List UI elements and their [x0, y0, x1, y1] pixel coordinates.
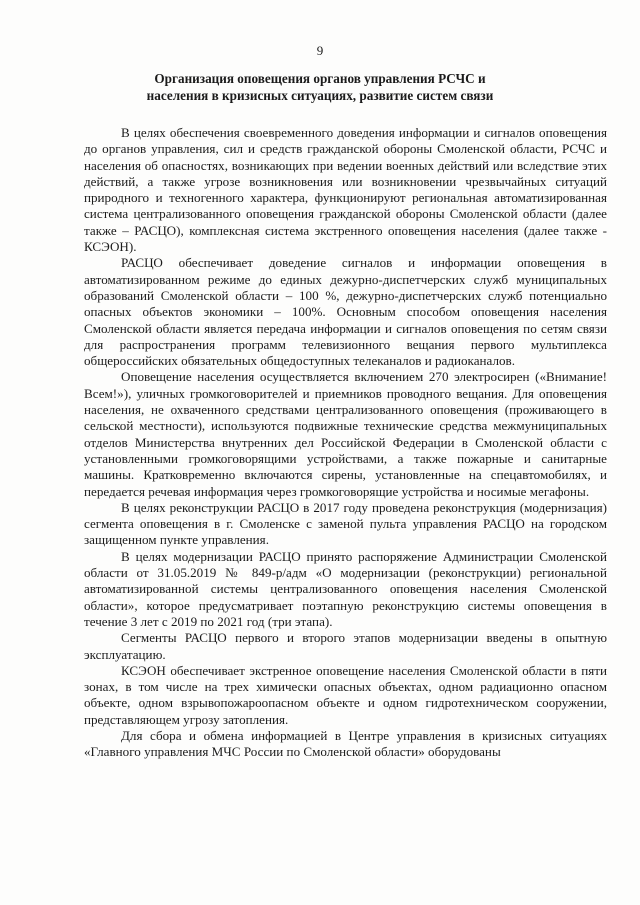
paragraph-population-alerting: Оповещение населения осуществляется включением 270 электросирен («Внимание! Всем!»), уличных громкоговорителей и приемников проводного вещания. Для оповещения населения, не охваченного средствами централизованного оповещения (проживающего в сельской местности), используются подвижные технические средства межмуниципальных отделов Министерства внутренних дел Российской Федерации в Смоленской области с установленными громкоговорящими устройствами, а также пожарные и санитарные машины. Кратковременно включаются сирены, установленные на спецавтомобилях, и передается речевая информация через громкоговорящие устройства и носимые мегафоны.: [84, 369, 607, 499]
paragraph-rasco-capabilities: РАСЦО обеспечивает доведение сигналов и информации оповещения в автоматизированном режиме до единых дежурно-диспетчерских служб муниципальных образований Смоленской области – 100 %, дежурно-диспетчерских служб потенциально опасных объектов экономики – 100%. Основным способом оповещения населения Смоленской области является передача информации и сигналов оповещения по сетям связи для распространения программ телевизионного вещания первого мультиплекса общероссийских обязательных общедоступных телеканалов и радиоканалов.: [84, 255, 607, 369]
paragraph-notification-systems: В целях обеспечения своевременного доведения информации и сигналов оповещения до органов управления, сил и средств гражданской обороны Смоленской области, РСЧС и населения об опасностях, возникающих при ведении военных действий или вследствие этих действий, а также угрозе возникновения или возникновении чрезвычайных ситуаций природного и техногенного характера, функционируют региональная автоматизированная система централизованного оповещения гражданской обороны Смоленской области (далее также – РАСЦО), комплексная система экстренного оповещения населения (далее также - КСЭОН).: [84, 125, 607, 255]
section-title: [60, 70, 580, 104]
document-body: [84, 125, 607, 761]
paragraph-crisis-center: Для сбора и обмена информацией в Центре управления в кризисных ситуациях «Главного управления МЧС России по Смоленской области» оборудованы: [84, 727, 607, 760]
section-title-line-1: Организация оповещения органов управления РСЧС и: [154, 71, 486, 86]
paragraph-kseon-zones: КСЭОН обеспечивает экстренное оповещение населения Смоленской области в пяти зонах, в том числе на трех химически опасных объектах, одном радиационно опасном объекте, одном взрывопожароопасном объекте и одном гидротехническом сооружении, представляющем угрозу затопления.: [84, 662, 607, 727]
paragraph-reconstruction-2017: В целях реконструкции РАСЦО в 2017 году проведена реконструкция (модернизация) сегмента оповещения в г. Смоленске с заменой пульта управления РАСЦО на городском защищенном пункте управления.: [84, 499, 607, 548]
section-title-line-2: населения в кризисных ситуациях, развитие систем связи: [146, 88, 494, 103]
paragraph-trial-operation: Сегменты РАСЦО первого и второго этапов модернизации введены в опытную эксплуатацию.: [84, 630, 607, 662]
page-number: 9: [316, 43, 324, 58]
paragraph-modernization-order: В целях модернизации РАСЦО принято распоряжение Администрации Смоленской области от 31.05.2019 № 849-р/адм «О модернизации (реконструкции) региональной автоматизированной системы централизованного оповещения населения Смоленской области», которое предусматривает поэтапную реконструкцию системы оповещения в течение 3 лет с 2019 по 2021 год (три этапа).: [84, 548, 607, 629]
